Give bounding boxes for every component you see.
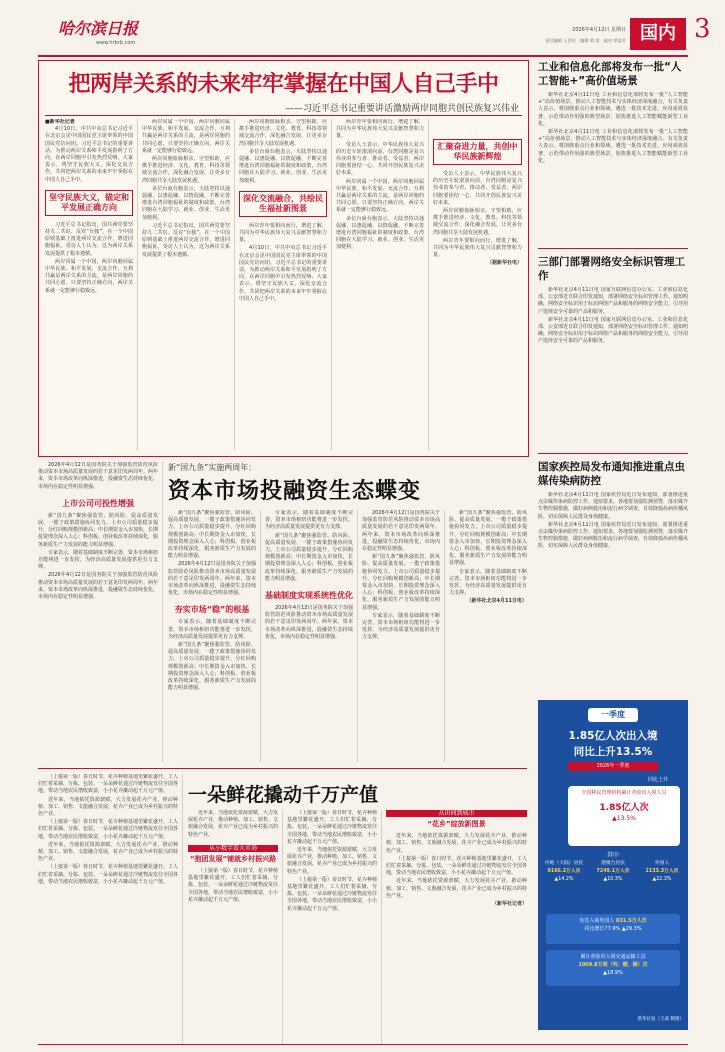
lead-subheading: 坚守民族大义，锚定和平发展正确方向 <box>45 190 133 216</box>
info-row: 外国人 2133.3万人次 ▲22.3% <box>645 861 679 882</box>
info-pct-label: 同比上升 <box>648 777 669 783</box>
info-row: 内地（大陆）居民 9166.2万人次 ▲14.2% <box>544 861 584 882</box>
info-total-value: 1.85亿人次 <box>599 803 649 813</box>
info-breakdown <box>538 860 688 908</box>
lead-paragraph: 两岸同胞血脉相亲、守望相助，应携手推进经济、文化、教育、科技等领域交流合作，深化融合发展，让更多台湾同胞共享大陆发展机遇。 <box>239 119 327 147</box>
lead-col-3 <box>239 119 327 451</box>
page-number: 3 <box>694 14 711 44</box>
lead-col-5 <box>433 119 522 451</box>
info-sub-label: 其中 <box>606 852 619 859</box>
brief-body: 新华社北京4月11日电 国家疾控局近日发布通知，部署推进重点虫媒传染病防控工作。通知要求，各地要加强监测预警，落实媒介生物控制措施，做好病例救治和流行病学调查，有效降低疾病传播风险，切实保障人民群众身体健康。 新华社北京4月11日电 国家疾控局近日发布通知，部署推进重点虫媒传染病防控工作。通知要求，各地要加强监测预警，落实媒介生物控制措施，做好病例救治和流行病学调查，有效降低疾病传播风险，切实保障人民群众身体健康。 <box>538 492 688 550</box>
bottom-col-1: （上接第一版）春日时节，花卉种植基地里繁花盛开，工人们忙着采摘、分拣、包装。一朵朵鲜花通过冷链物流发往全国各地，带动当地农民增收致富，小小花卉撬动起千万元产值。 近年来，当地依托资源禀赋，大力发展花卉产业，推动种植、加工、销售、文旅融合发展，花卉产业已成为乡村振兴的特色产业。 （上接第一版）春日时节，花卉种植基地里繁花盛开，工人们忙着采摘、分拣、包装。一朵朵鲜花通过冷链物流发往全国各地，带动当地农民增收致富，小小花卉撬动起千万元产值。 近年来，当地依托资源禀赋，大力发展花卉产业，推动种植、加工、销售、文旅融合发展，花卉产业已成为乡村振兴的特色产业。 （上接第一版）春日时节，花卉种植基地里繁花盛开，工人们忙着采摘、分拣、包装。一朵朵鲜花通过冷链物流发往全国各地，带动当地农民增收致富，小小花卉撬动起千万元产值。 <box>38 774 178 885</box>
lead-paragraph: 受访人士表示，中华民族伟大复兴的历史车轮滚滚向前，台湾同胞是复兴伟业的参与者、推动者、受益者，两岸同胞要团结一心，共同开创民族复兴美好未来。 <box>336 141 424 177</box>
bottom-col-2: 近年来，当地依托资源禀赋，大力发展花卉产业，推动种植、加工、销售、文旅融合发展，花卉产业已成为乡村振兴的特色产业。 从小数字看大市场 “抱团发展”铺就乡村振兴路 （上接第一版）春日时节，花卉种植基地里繁花盛开，工人们忙着采摘、分拣、包装。一朵朵鲜花通过冷链物流发往全国各地，带动当地农民增收致富，小小花卉撬动起千万元产值。 <box>188 810 278 903</box>
info-credit: 新华社发（王威 制图） <box>637 1017 684 1022</box>
middle-dateline: （新华社北京4月11日电） <box>466 598 527 605</box>
lead-paragraph: 4月10日，中共中央总书记习近平在北京会见中国国民党主席率领的中国国民党访问团。习近平总书记的重要讲话，为推动两岸关系和平发展指明了方向，在两岸同胞中引发热烈反响。大家表示，将坚守民族大义，深化交流合作，共同把两岸关系的未来牢牢掌握在中国人自己手中。 <box>239 245 327 302</box>
lead-paragraph: 两岸同属一个中国，两岸同胞同属中华民族。和平发展、交流合作、互利共赢是两岸关系的主流，是两岸同胞的共同心愿。只要坚持正确方向，两岸关系就一定能够行稳致远。 <box>45 258 133 294</box>
middle-kicker: 新“国九条”实施两周年： <box>168 463 257 472</box>
middle-story <box>38 462 527 762</box>
middle-col-1: 2026年4月12日是国务院关于加强监管防范风险推动资本市场高质量发展的若干意见印发两周年。两年来，资本市场改革向纵深推进，投融资生态持续优化，市场内在稳定性明显增强。 上市公司可投性增强 新“国九条”聚焦强监管、防风险、促高质量发展，一揽子政策措施协同发力。上市公司质量稳步提升，分红回购规模创新高；中长期资金入市加快，长期投资理念深入人心；科创板、创业板改革持续深化，服务新质生产力发展的能力明显增强。 专家表示，随着基础制度不断完善，资本市场枢纽功能将进一步发挥，为经济高质量发展提供更有力支撑。 2026年4月12日是国务院关于加强监管防范风险推动资本市场高质量发展的若干意见印发两周年。两年来，资本市场改革向纵深推进，投融资生态持续优化，市场内在稳定性明显增强。 <box>38 462 158 601</box>
lead-paragraph: 多位台商台胞表示，大陆坚持以通促融、以惠促融、以情促融，不断完善增进台湾同胞福祉的制度和政策，台湾同胞在大陆学习、就业、创业、生活更加便利。 <box>239 148 327 184</box>
brief-headline: 国家疾控局发布通知推进重点虫媒传染病防控 <box>538 461 685 487</box>
bottom-story <box>38 774 527 1044</box>
info-total-label: 全国移民管理机构累计查验出入境人员 <box>581 790 667 796</box>
lead-paragraph: 两岸同胞血脉相亲、守望相助，应携手推进经济、文化、教育、科技等领域交流合作，深化融合发展，让更多台湾同胞共享大陆发展机遇。 <box>433 208 522 236</box>
lead-byline: ■新华社记者 <box>45 119 75 125</box>
info-total-growth: ▲13.5% <box>612 815 636 822</box>
right-column <box>538 60 688 700</box>
middle-headline: 资本市场投融资生态蝶变 <box>168 478 422 504</box>
bottom-col-3: （上接第一版）春日时节，花卉种植基地里繁花盛开，工人们忙着采摘、分拣、包装。一朵朵鲜花通过冷链物流发往全国各地，带动当地农民增收致富，小小花卉撬动起千万元产值。 近年来，当地依托资源禀赋，大力发展花卉产业，推动种植、加工、销售、文旅融合发展，花卉产业已成为乡村振兴的特色产业。 （上接第一版）春日时节，花卉种植基地里繁花盛开，工人们忙着采摘、分拣、包装。一朵朵鲜花通过冷链物流发往全国各地，带动当地农民增收致富，小小花卉撬动起千万元产值。 <box>287 810 377 912</box>
middle-col-3: 专家表示，随着基础制度不断完善，资本市场枢纽功能将进一步发挥，为经济高质量发展提供更有力支撑。 新“国九条”聚焦强监管、防风险、促高质量发展，一揽子政策措施协同发力。上市公司质量稳步提升，分红回购规模创新高；中长期资金入市加快，长期投资理念深入人心；科创板、创业板改革持续深化，服务新质生产力发展的能力明显增强。 基础制度实现系统性优化 2026年4月12日是国务院关于加强监管防范风险推动资本市场高质量发展的若干意见印发两周年。两年来，资本市场改革向纵深推进，投融资生态持续优化，市场内在稳定性明显增强。 <box>265 510 353 640</box>
middle-subheading: 上市公司可投性增强 <box>62 498 134 508</box>
brief-headline: 三部门部署网络安全标识管理工作 <box>538 256 685 282</box>
lead-col-1 <box>45 119 133 451</box>
info-period: 2026年一季度 <box>568 762 658 771</box>
bottom-subheading-tag: 从小数字看大市场 <box>188 845 278 852</box>
bottom-col-4: 从田间到城市 “花乡”绽放新图景 近年来，当地依托资源禀赋，大力发展花卉产业，推动种植、加工、销售、文旅融合发展，花卉产业已成为乡村振兴的特色产业。 （上接第一版）春日时节，花卉种植基地里繁花盛开，工人们忙着采摘、分拣、包装。一朵朵鲜花通过冷链物流发往全国各地，带动当地农民增收致富，小小花卉撬动起千万元产值。 近年来，当地依托资源禀赋，大力发展花卉产业，推动种植、加工、销售、文旅融合发展，花卉产业已成为乡村振兴的特色产业。 （新华社记者） <box>386 810 527 908</box>
lead-col-4 <box>336 119 424 451</box>
bottom-headline: 一朵鲜花撬动千万产值 <box>188 784 379 806</box>
middle-col-5: 新“国九条”聚焦强监管、防风险、促高质量发展，一揽子政策措施协同发力。上市公司质量稳步提升，分红回购规模创新高；中长期资金入市加快，长期投资理念深入人心；科创板、创业板改革持续深化，服务新质生产力发展的能力明显增强。 专家表示，随着基础制度不断完善，资本市场枢纽功能将进一步发挥，为经济高质量发展提供更有力支撑。 （新华社北京4月11日电） <box>449 510 527 605</box>
brief-headline: 工业和信息化部将发布一批“人工智能+”高价值场景 <box>538 61 682 87</box>
info-line2: 同比上升13.5% <box>573 746 653 758</box>
middle-col-2: 新“国九条”聚焦强监管、防风险、促高质量发展，一揽子政策措施协同发力。上市公司质量稳步提升，分红回购规模创新高；中长期资金入市加快，长期投资理念深入人心；科创板、创业板改革持续深化，服务新质生产力发展的能力明显增强。 2026年4月12日是国务院关于加强监管防范风险推动资本市场高质量发展的若干意见印发两周年。两年来，资本市场改革向纵深推进，投融资生态持续优化，市场内在稳定性明显增强。 夯实市场“稳”的根基 专家表示，随着基础制度不断完善，资本市场枢纽功能将进一步发挥，为经济高质量发展提供更有力支撑。 新“国九条”聚焦强监管、防风险、促高质量发展，一揽子政策措施协同发力。上市公司质量稳步提升，分红回购规模创新高；中长期资金入市加快，长期投资理念深入人心；科创板、创业板改革持续深化，服务新质生产力发展的能力明显增强。 <box>168 510 256 692</box>
lead-paragraph: 两岸青年要相向而行，增进了解，共同为中华民族伟大复兴贡献智慧和力量。 <box>433 237 522 259</box>
lead-story <box>38 60 529 457</box>
brief-body: 新华社北京4月11日电 国家互联网信息办公室、工业和信息化部、公安部近日联合印发通知，部署网络安全标识管理工作。通知明确，网络安全标识用于标识网络产品和服务的网络安全能力，引导用户选择安全可靠的产品和服务。 新华社北京4月11日电 国家互联网信息办公室、工业和信息化部、公安部近日联合印发通知，部署网络安全标识管理工作。通知明确，网络安全标识用于标识网络产品和服务的网络安全能力，引导用户选择安全可靠的产品和服务。 <box>538 287 688 345</box>
info-conveyance-box: 累计查验出入境交通运输工具 1009.8万架（列、艘、辆）次 ▲18.9% <box>546 950 680 986</box>
lead-paragraph: 多位台商台胞表示，大陆坚持以通促融、以惠促融、以情促融，不断完善增进台湾同胞福祉的制度和政策，台湾同胞在大陆学习、就业、创业、生活更加便利。 <box>142 185 230 221</box>
editor-credits: 责任编辑 王洪民 编辑 黄 梁 校对 徐盈芳 <box>545 38 626 43</box>
bottom-subheading: “抱团发展”铺就乡村振兴路 <box>189 855 277 864</box>
masthead-url: www.hrbrb.com <box>96 40 136 46</box>
lead-headline: 把两岸关系的未来牢牢掌握在中国人自己手中 <box>68 71 499 97</box>
lead-paragraph: 两岸同属一个中国，两岸同胞同属中华民族。和平发展、交流合作、互利共赢是两岸关系的主流，是两岸同胞的共同心愿。只要坚持正确方向，两岸关系就一定能够行稳致远。 <box>142 119 230 154</box>
lead-paragraph: 两岸同胞血脉相亲、守望相助，应携手推进经济、文化、教育、科技等领域交流合作，深化融合发展，让更多台湾同胞共享大陆发展机遇。 <box>142 156 230 184</box>
bottom-subheading: “花乡”绽放新图景 <box>427 820 486 829</box>
lead-subheading: 深化交流融合，共绘民生福祉新图景 <box>239 191 327 217</box>
issue-date: 2026年4月12日 星期日 <box>572 27 626 33</box>
lead-paragraph: 多位台商台胞表示，大陆坚持以通促融、以惠促融、以情促融，不断完善增进台湾同胞福祉的制度和政策，台湾同胞在大陆学习、就业、创业、生活更加便利。 <box>336 215 424 251</box>
lead-paragraph: 习近平总书记指出，国共两党要坚持九二共识、反对“台独”，在一个中国原则基础上推进两岸交流合作，增进同胞福祉。受访人士认为，这为两岸关系发展提供了根本遵循。 <box>45 221 133 257</box>
info-visa-box: 免签入境外国人 831.5万人次 同比增长77.9% ▲29.3% <box>546 914 680 944</box>
lead-paragraph: 两岸同属一个中国，两岸同胞同属中华民族。和平发展、交流合作、互利共赢是两岸关系的主流，是两岸同胞的共同心愿。只要坚持正确方向，两岸关系就一定能够行稳致远。 <box>336 178 424 214</box>
info-row: 港澳台居民 7249.1万人次 ▲10.3% <box>596 861 630 882</box>
lead-paragraph: 两岸青年要相向而行，增进了解，共同为中华民族伟大复兴贡献智慧和力量。 <box>336 119 424 140</box>
info-season: 一季度 <box>588 708 638 722</box>
lead-paragraph: 两岸青年要相向而行，增进了解，共同为中华民族伟大复兴贡献智慧和力量。 <box>239 222 327 244</box>
info-total-box <box>568 786 680 846</box>
lead-paragraph: 习近平总书记指出，国共两党要坚持九二共识、反对“台独”，在一个中国原则基础上推进两岸交流合作，增进同胞福祉。受访人士认为，这为两岸关系发展提供了根本遵循。 <box>142 222 230 258</box>
lead-subheading: 汇聚奋进力量，共创中华民族新辉煌 <box>433 139 522 165</box>
lead-paragraph: 受访人士表示，中华民族伟大复兴的历史车轮滚滚向前，台湾同胞是复兴伟业的参与者、推动者、受益者，两岸同胞要团结一心，共同开创民族复兴美好未来。 <box>433 171 522 206</box>
bottom-subheading-tag: 从田间到城市 <box>386 810 527 817</box>
masthead <box>38 12 711 52</box>
lead-col-2 <box>142 119 230 451</box>
lead-subhead: ——习近平总书记重要讲话激励两岸同胞共创民族复兴伟业 <box>284 104 519 114</box>
middle-subheading: 夯实市场“稳”的根基 <box>174 605 250 615</box>
infographic <box>538 700 688 1030</box>
info-line1: 1.85亿人次出入境 <box>568 730 658 742</box>
section-badge: 国内 <box>630 18 686 50</box>
middle-subheading: 基础制度实现系统性优化 <box>265 591 353 601</box>
bottom-dateline: （新华社记者） <box>491 901 527 908</box>
lead-dateline: （据新华社电） <box>486 260 522 267</box>
lead-paragraph: 4月10日，中共中央总书记习近平在北京会见中国国民党主席率领的中国国民党访问团。习近平总书记的重要讲话，为推动两岸关系和平发展指明了方向，在两岸同胞中引发热烈反响。大家表示，将坚守民族大义，深化交流合作，共同把两岸关系的未来牢牢掌握在中国人自己手中。 <box>45 126 133 183</box>
middle-col-4: 2026年4月12日是国务院关于加强监管防范风险推动资本市场高质量发展的若干意见印发两周年。两年来，资本市场改革向纵深推进，投融资生态持续优化，市场内在稳定性明显增强。 新“国九条”聚焦强监管、防风险、促高质量发展，一揽子政策措施协同发力。上市公司质量稳步提升，分红回购规模创新高；中长期资金入市加快，长期投资理念深入人心；科创板、创业板改革持续深化，服务新质生产力发展的能力明显增强。 专家表示，随着基础制度不断完善，资本市场枢纽功能将进一步发挥，为经济高质量发展提供更有力支撑。 <box>362 510 440 641</box>
brief-body: 新华社北京4月11日电 工业和信息化部将发布一批“人工智能+”高价值场景，推动人工智能技术与实体经济深度融合。有关负责人表示，将围绕重点行业和领域，遴选一批技术先进、应用成效显著、示范带动作用强的典型场景，加快推进人工智能赋能新型工业化。 新华社北京4月11日电 工业和信息化部将发布一批“人工智能+”高价值场景，推动人工智能技术与实体经济深度融合。有关负责人表示，将围绕重点行业和领域，遴选一批技术先进、应用成效显著、示范带动作用强的典型场景，加快推进人工智能赋能新型工业化。 <box>538 92 688 164</box>
masthead-logo: 哈尔滨日报 <box>58 19 139 38</box>
